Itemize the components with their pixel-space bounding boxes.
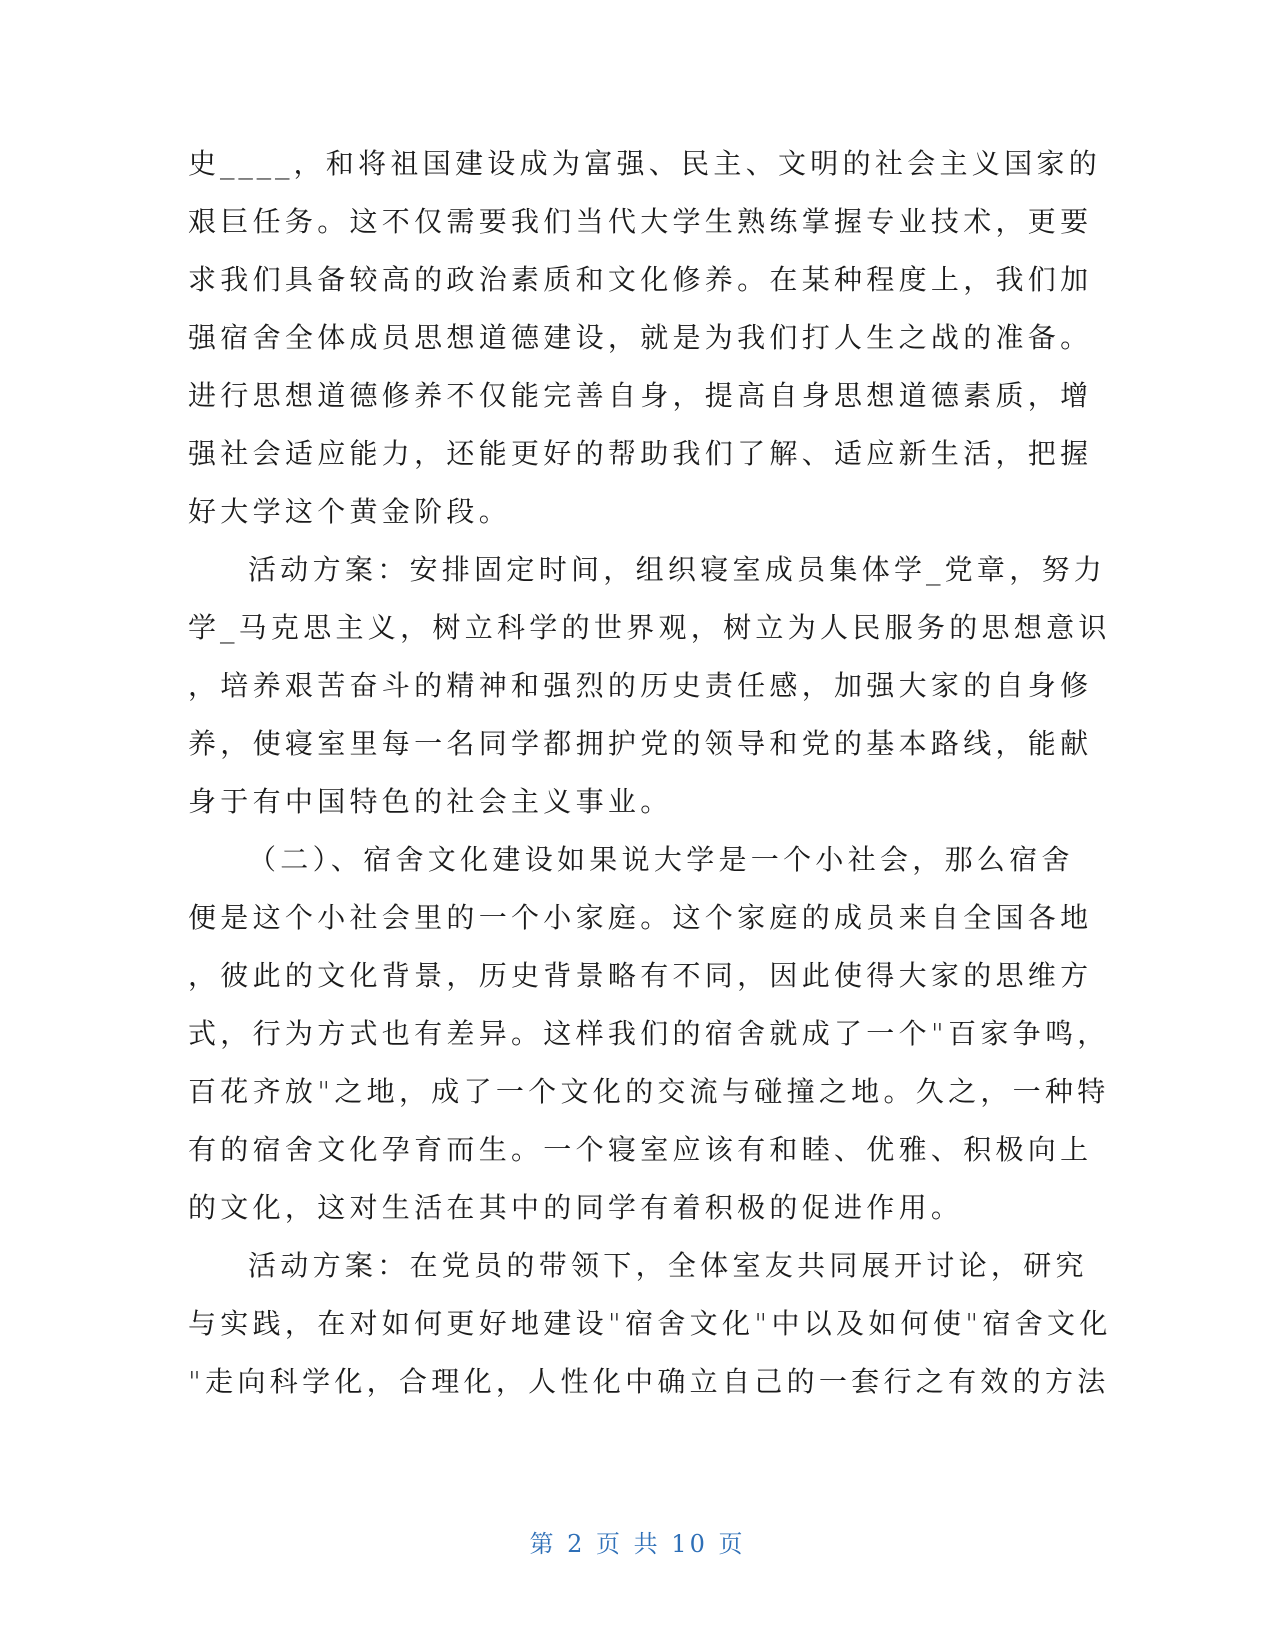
text-line-15: ，彼此的文化背景，历史背景略有不同，因此使得大家的思维方 <box>188 959 1093 992</box>
text-line-22: "走向科学化，合理化，人性化中确立自己的一套行之有效的方法 <box>188 1365 1110 1398</box>
text-line-8: 活动方案：安排固定时间，组织寝室成员集体学_党章，努力 <box>248 553 1107 586</box>
text-line-19: 的文化，这对生活在其中的同学有着积极的促进作用。 <box>188 1191 964 1224</box>
text-line-4: 强宿舍全体成员思想道德建设，就是为我们打人生之战的准备。 <box>188 321 1093 354</box>
text-line-11: 养，使寝室里每一名同学都拥护党的领导和党的基本路线，能献 <box>188 727 1093 760</box>
text-line-2: 艰巨任务。这不仅需要我们当代大学生熟练掌握专业技术，更要 <box>188 205 1093 238</box>
text-line-21: 与实践，在对如何更好地建设"宿舍文化"中以及如何使"宿舍文化 <box>188 1307 1112 1340</box>
text-line-12: 身于有中国特色的社会主义事业。 <box>188 785 673 818</box>
text-line-5: 进行思想道德修养不仅能完善自身，提高自身思想道德素质，增 <box>188 379 1093 412</box>
text-line-13: （二）、宿舍文化建设如果说大学是一个小社会，那么宿舍 <box>248 843 1074 876</box>
text-line-20: 活动方案：在党员的带领下，全体室友共同展开讨论，研究 <box>248 1249 1088 1282</box>
page-number-footer: 第 2 页 共 10 页 <box>529 1530 746 1558</box>
text-line-18: 有的宿舍文化孕育而生。一个寝室应该有和睦、优雅、积极向上 <box>188 1133 1093 1166</box>
text-line-16: 式，行为方式也有差异。这样我们的宿舍就成了一个"百家争鸣， <box>188 1017 1110 1050</box>
text-line-9: 学_马克思主义，树立科学的世界观，树立为人民服务的思想意识 <box>188 611 1111 644</box>
text-line-10: ，培养艰苦奋斗的精神和强烈的历史责任感，加强大家的自身修 <box>188 669 1093 702</box>
text-line-6: 强社会适应能力，还能更好的帮助我们了解、适应新生活，把握 <box>188 437 1093 470</box>
text-line-1: 史____，和将祖国建设成为富强、民主、文明的社会主义国家的 <box>188 147 1102 180</box>
text-line-17: 百花齐放"之地，成了一个文化的交流与碰撞之地。久之，一种特 <box>188 1075 1110 1108</box>
text-line-7: 好大学这个黄金阶段。 <box>188 495 512 528</box>
text-line-3: 求我们具备较高的政治素质和文化修养。在某种程度上，我们加 <box>188 263 1093 296</box>
text-line-14: 便是这个小社会里的一个小家庭。这个家庭的成员来自全国各地 <box>188 901 1093 934</box>
